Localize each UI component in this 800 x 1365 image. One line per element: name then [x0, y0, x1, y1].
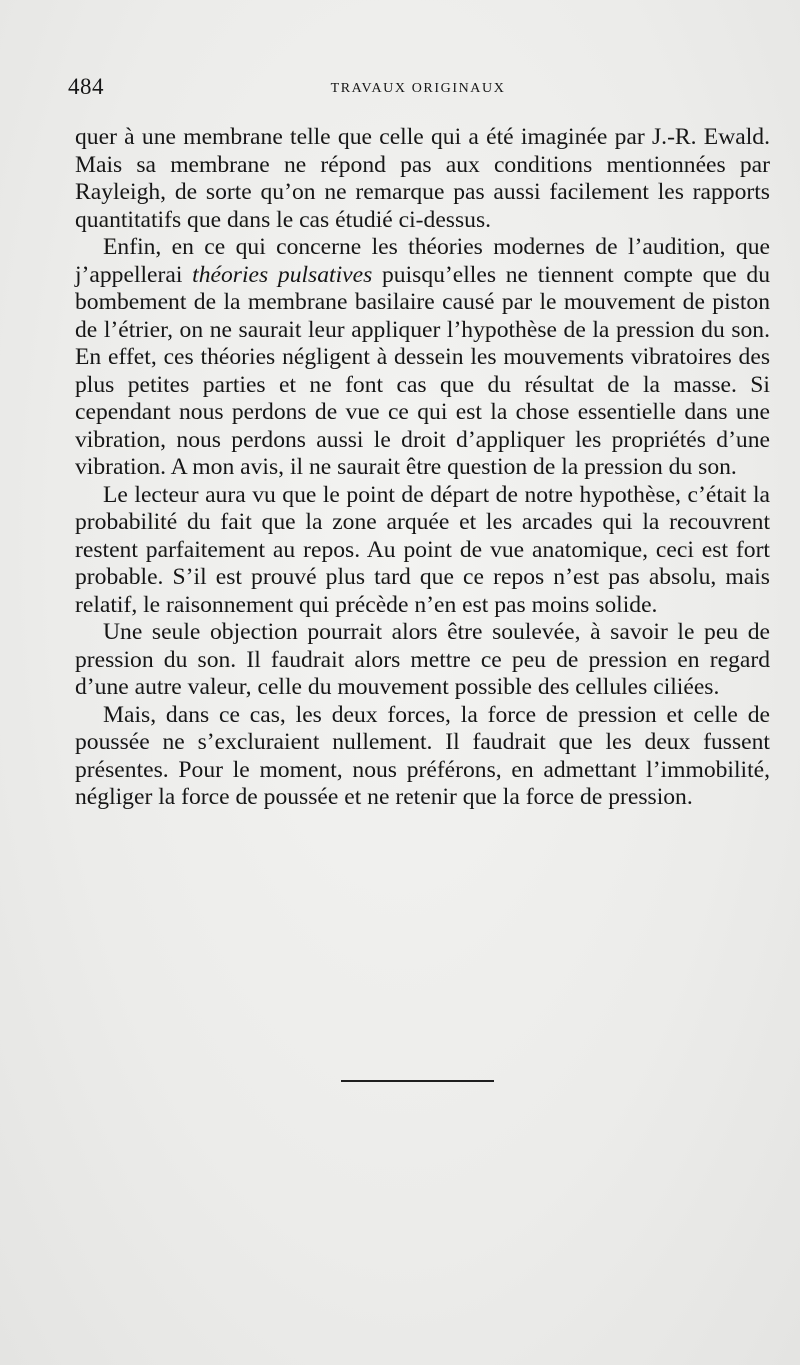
paragraph-2	[75, 234, 770, 482]
paragraph-5: Mais, dans ce cas, les deux forces, la force de pression et celle de poussée ne s’excluraient nullement. Il faudrait que les deux fussent présentes. Pour le moment, nous préférons, en admettant l’immobilité, négliger la force de poussée et ne retenir que la force de pression.	[75, 701, 770, 810]
running-head: TRAVAUX ORIGINAUX	[330, 81, 506, 96]
paragraph-4: Une seule objection pourrait alors être soulevée, à savoir le peu de pression du son. Il faudrait alors mettre ce peu de pression en regard d’une autre valeur, celle du mouvement possible des cellules ciliées.	[75, 619, 770, 700]
section-end-rule	[341, 1080, 494, 1082]
page-header	[68, 74, 740, 104]
page-number: 484	[68, 74, 104, 99]
body-text	[75, 124, 770, 812]
emphasis-term: théories pulsatives	[192, 261, 373, 288]
paragraph-2-text-before: Enfin, en ce qui concerne les théories modernes de l’audition, que j’appellerai	[75, 234, 770, 288]
paragraph-3: Le lecteur aura vu que le point de départ de notre hypothèse, c’était la probabilité du fait que la zone arquée et les arcades qui la recouvrent restent parfaitement au repos. Au point de vue anatomique, ceci est fort probable. S’il est prouvé plus tard que ce repos n’est pas absolu, mais relatif, le raisonnement qui précède n’en est pas moins solide.	[75, 481, 770, 618]
paragraph-2-text-after: puisqu’elles ne tiennent compte que du bombement de la membrane basilaire causé par le mouvement de piston de l’étrier, on ne saurait leur appliquer l’hypothèse de la pression du son. En effet, ces théories négligent à dessein les mouvements vibratoires des plus petites parties et ne font cas que du résultat de la masse. Si cependant nous perdons de vue ce qui est la chose essentielle dans une vibration, nous perdons aussi le droit d’appliquer les propriétés d’une vibration. A mon avis, il ne saurait être question de la pression du son.	[75, 261, 771, 480]
paragraph-1: quer à une membrane telle que celle qui a été imaginée par J.-R. Ewald. Mais sa membrane ne répond pas aux conditions mentionnées par Rayleigh, de sorte qu’on ne remarque pas aussi facilement les rapports quantitatifs que dans le cas étudié ci-dessus.	[75, 124, 770, 233]
